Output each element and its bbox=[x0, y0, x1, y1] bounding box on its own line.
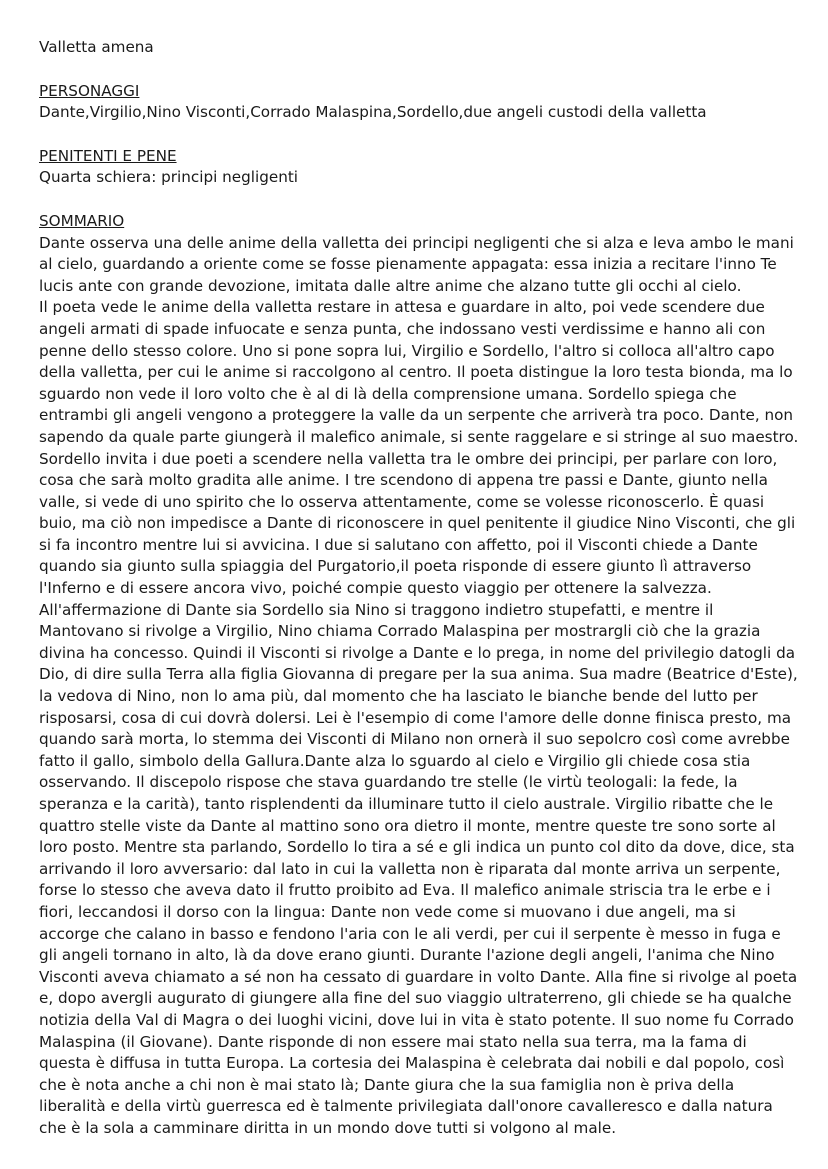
personaggi-text: Dante,Virgilio,Nino Visconti,Corrado Malaspina,Sordello,due angeli custodi della valletta bbox=[39, 103, 707, 122]
section-penitenti bbox=[39, 146, 799, 189]
section-personaggi bbox=[39, 81, 799, 124]
summary-paragraph: Dante osserva una delle anime della valletta dei principi negligenti che si alza e leva ambo le mani al cielo, guardando a oriente come se fosse pienamente appagata: essa inizia a recitare l'inno Te lucis ante con grande devozione, imitata dalle altre anime che alzano tutte gli occhi al cielo. bbox=[39, 233, 794, 295]
section-heading-sommario: SOMMARIO bbox=[39, 211, 125, 230]
section-heading-penitenti: PENITENTI E PENE bbox=[39, 146, 177, 165]
section-heading-personaggi: PERSONAGGI bbox=[39, 81, 140, 100]
document-page bbox=[39, 37, 799, 1162]
document-title: Valletta amena bbox=[39, 38, 154, 56]
summary-paragraph: Il poeta vede le anime della valletta restare in attesa e guardare in alto, poi vede scendere due angeli armati di spade infuocate e senza punta, che indossano vesti verdissime e hanno ali con penne dello stesso colore. Uno si pone sopra lui, Virgilio e Sordello, l'altro si colloca all'altro capo della valletta, per cui le anime si raccolgono al centro. Il poeta distingue la loro testa bionda, ma lo sguardo non vede il loro volto che è al di là della comprensione umana. Sordello spiega che entrambi gli angeli vengono a proteggere la valle da un serpente che arriverà tra poco. Dante, non sapendo da quale parte giungerà il malefico animale, si sente raggelare e si stringe al suo maestro. Sordello invita i due poeti a scendere nella valletta tra le ombre dei principi, per parlare con loro, cosa che sarà molto gradita alle anime. I tre scendono di appena tre passi e Dante, giunto nella valle, si vede di uno spirito che lo osserva attentamente, come se volesse riconoscerlo. È quasi buio, ma ciò non impedisce a Dante di riconoscere in quel penitente il giudice Nino Visconti, che gli si fa incontro mentre lui si avvicina. I due si salutano con affetto, poi il Visconti chiede a Dante quando sia giunto sulla spiaggia del Purgatorio,il poeta risponde di essere giunto lì attraverso l'Inferno e di essere ancora vivo, poiché compie questo viaggio per ottenere la salvezza. All'affermazione di Dante sia Sordello sia Nino si traggono indietro stupefatti, e mentre il Mantovano si rivolge a Virgilio, Nino chiama Corrado Malaspina per mostrargli ciò che la grazia divina ha concesso. Quindi il Visconti si rivolge a Dante e lo prega, in nome del privilegio datogli da Dio, di dire sulla Terra alla figlia Giovanna di pregare per la sua anima. Sua madre (Beatrice d'Este), la vedova di Nino, non lo ama più, dal momento che ha lasciato le bianche bende del lutto per risposarsi, cosa di cui dovrà dolersi. Lei è l'esempio di come l'amore delle donne finisca presto, ma quando sarà morta, lo stemma dei Visconti di Milano non ornerà il suo sepolcro così come avrebbe fatto il gallo, simbolo della Gallura.Dante alza lo sguardo al cielo e Virgilio gli chiede cosa stia osservando. Il discepolo rispose che stava guardando tre stelle (le virtù teologali: la fede, la speranza e la carità), tanto risplendenti da illuminare tutto il cielo australe. Virgilio ribatte che le quattro stelle viste da Dante al mattino sono ora dietro il monte, mentre queste tre sono sorte al loro posto. Mentre sta parlando, Sordello lo tira a sé e gli indica un punto col dito da dove, dice, sta arrivando il loro avversario: dal lato in cui la valletta non è riparata dal monte arriva un serpente, forse lo stesso che aveva dato il frutto proibito ad Eva. Il malefico animale striscia tra le erbe e i fiori, leccandosi il dorso con la lingua: Dante non vede come si muovano i due angeli, ma si accorge che calano in basso e fendono l'aria con le ali verdi, per cui il serpente è messo in fuga e gli angeli tornano in alto, là da dove erano giunti. Durante l'azione degli angeli, l'anima che Nino Visconti aveva chiamato a sé non ha cessato di guardare in volto Dante. Alla fine si rivolge al poeta e, dopo avergli augurato di giungere alla fine del suo viaggio ultraterreno, gli chiede se ha qualche notizia della Val di Magra o dei luoghi vicini, dove lui in vita è stato potente. Il suo nome fu Corrado Malaspina (il Giovane). Dante risponde di non essere mai stato nella sua terra, ma la fama di questa è diffusa in tutta Europa. La cortesia dei Malaspina è celebrata dai nobili e dal popolo, così che è nota anche a chi non è mai stato là; Dante giura che la sua famiglia non è priva della liberalità e della virtù guerresca ed è talmente privilegiata dall'onore cavalleresco e dalla natura che è la sola a camminare diritta in un mondo dove tutti si volgono al male. bbox=[39, 298, 799, 1137]
section-sommario bbox=[39, 211, 799, 1140]
penitenti-text: Quarta schiera: principi negligenti bbox=[39, 168, 298, 187]
